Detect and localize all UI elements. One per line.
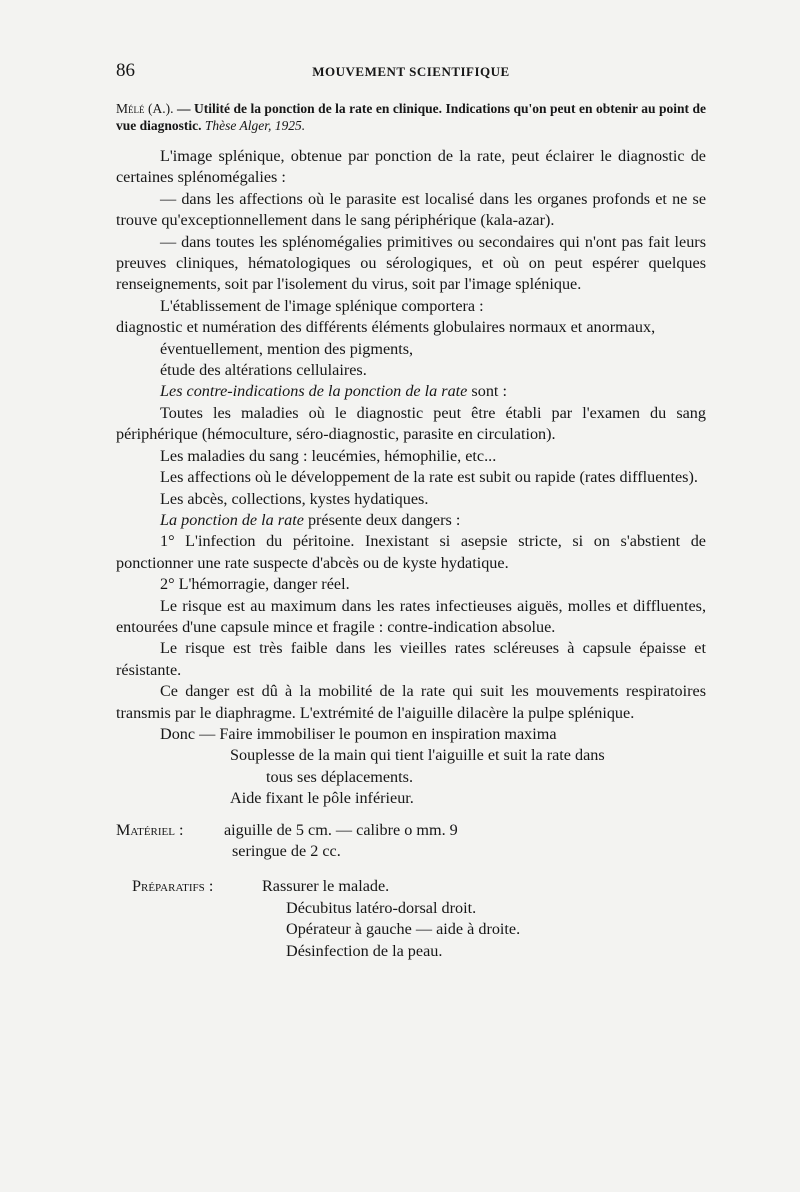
preparatifs-row [116, 876, 706, 897]
materiel-label: Matériel : [116, 820, 184, 839]
dangers-heading: La ponction de la rate [160, 510, 304, 529]
materiel-row [116, 820, 706, 841]
materiel-item: seringue de 2 cc. [232, 842, 341, 860]
paragraph: Le risque est au maximum dans les rates infectieuses aiguës, molles et diffluentes, entourées d'une capsule mince et fragile : contre-indication absolue. [116, 596, 706, 636]
paragraph: L'établissement de l'image splénique comportera : [160, 296, 484, 315]
preparatifs-label: Préparatifs : [132, 877, 214, 896]
paragraph: Les abcès, collections, kystes hydatiques. [160, 489, 429, 508]
indented-line: Aide fixant le pôle inférieur. [230, 789, 414, 808]
body-text [116, 146, 706, 962]
materiel-item: aiguille de 5 cm. — calibre o mm. 9 [224, 820, 458, 839]
preparatifs-item: Opérateur à gauche — aide à droite. [286, 920, 521, 939]
paragraph-tail: sont : [467, 382, 507, 401]
paragraph [116, 510, 706, 531]
page-header [116, 60, 706, 84]
paragraph [116, 381, 706, 402]
reference-title: — Utilité de la ponction de la rate en clinique. Indications qu'on peut en obtenir au point de vue diagnostic. [116, 101, 707, 133]
spacer [116, 810, 706, 820]
page-number: 86 [116, 60, 135, 81]
contraindications-heading: Les contre-indications de la ponction de la rate [160, 382, 468, 401]
preparatifs-item: Désinfection de la peau. [286, 941, 443, 960]
paragraph: — dans toutes les splénomégalies primitives ou secondaires qui n'ont pas fait leurs preuves cliniques, hématologiques ou sérologiques, et où on peut espérer quelques renseignements, soit par l'isolement du virus, soit par l'image splénique. [116, 232, 706, 294]
paragraph: Donc — Faire immobiliser le poumon en inspiration maxima [160, 724, 557, 743]
bibliographic-reference [116, 100, 706, 134]
preparatifs-item: Décubitus latéro-dorsal droit. [286, 898, 477, 917]
paragraph: L'image splénique, obtenue par ponction de la rate, peut éclairer le diagnostic de certaines splénomégalies : [116, 147, 706, 187]
paragraph: Toutes les maladies où le diagnostic peut être établi par l'examen du sang périphérique (hémoculture, séro-diagnostic, parasite en circulation). [116, 403, 706, 444]
paragraph: diagnostic et numération des différents éléments globulaires normaux et anormaux, [116, 318, 656, 337]
spacer [116, 862, 706, 876]
reference-author: Mélé (A.). [116, 101, 174, 116]
paragraph: étude des altérations cellulaires. [160, 361, 367, 380]
paragraph-tail: présente deux dangers : [303, 510, 461, 529]
indented-line: Souplesse de la main qui tient l'aiguille et suit la rate dans [230, 746, 605, 765]
running-head: MOUVEMENT SCIENTIFIQUE [312, 64, 510, 79]
materiel-section [116, 820, 706, 863]
paragraph: Ce danger est dû à la mobilité de la rate qui suit les mouvements respiratoires transmis par le diaphragme. L'extrémité de l'aiguille dilacère la pulpe splénique. [116, 682, 706, 722]
paragraph: Les affections où le développement de la rate est subit ou rapide (rates diffluentes). [160, 468, 698, 487]
preparatifs-item: Rassurer le malade. [262, 877, 390, 896]
paragraph: — dans les affections où le parasite est localisé dans les organes profonds et ne se trouve qu'exceptionnellement dans le sang périphérique (kala-azar). [116, 189, 706, 230]
indented-line: tous ses déplacements. [266, 767, 413, 786]
paragraph: 1° L'infection du péritoine. Inexistant si asepsie stricte, si on s'abstient de ponctionner une rate suspecte d'abcès ou de kyste hydatique. [116, 532, 706, 572]
reference-source: Thèse Alger, 1925. [204, 118, 306, 133]
paragraph: éventuellement, mention des pigments, [160, 339, 414, 358]
paragraph: 2° L'hémorragie, danger réel. [160, 575, 350, 594]
paragraph: Le risque est très faible dans les vieilles rates scléreuses à capsule épaisse et résistante. [116, 639, 706, 679]
preparatifs-section [116, 876, 706, 962]
paragraph: Les maladies du sang : leucémies, hémophilie, etc... [160, 446, 497, 465]
